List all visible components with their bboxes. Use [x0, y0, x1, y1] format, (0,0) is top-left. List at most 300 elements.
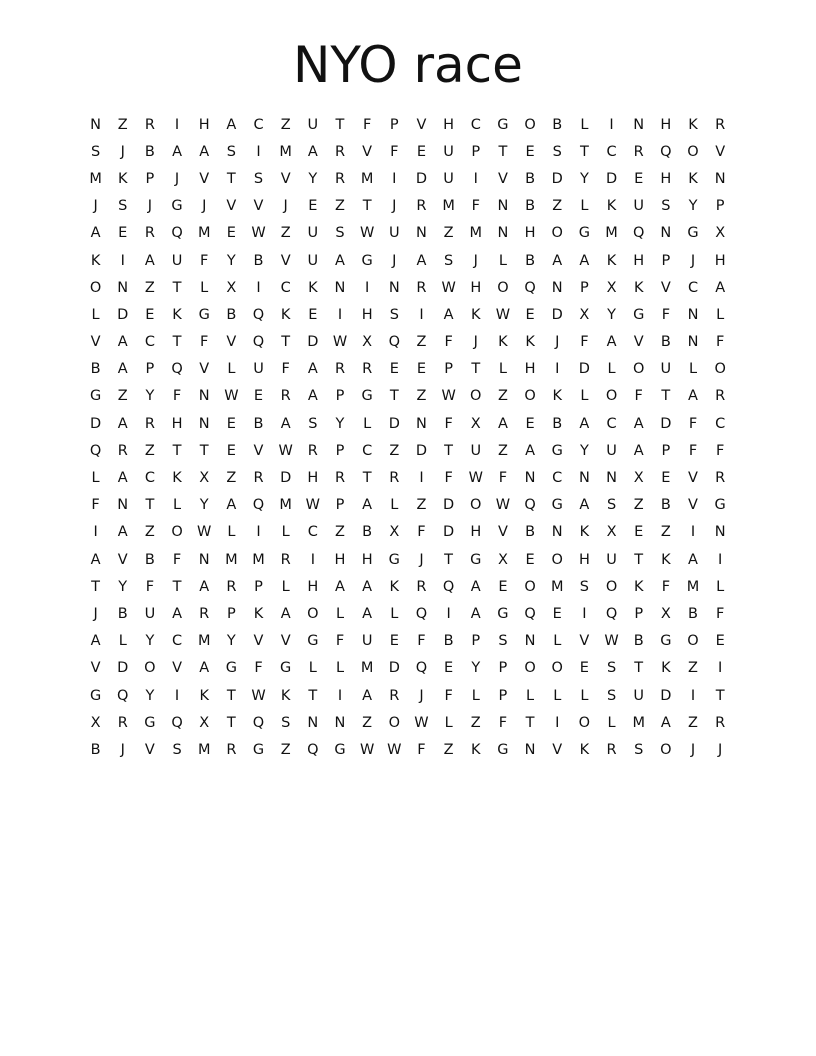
- grid-letter: I: [365, 279, 370, 296]
- grid-letter: I: [174, 687, 180, 704]
- grid-letter: A: [199, 143, 210, 160]
- grid-letter: G: [307, 633, 319, 650]
- grid-letter: S: [253, 170, 264, 187]
- grid-letter: P: [498, 687, 508, 704]
- grid-letter: D: [117, 660, 129, 677]
- grid-letter: X: [606, 524, 617, 541]
- grid-letter: A: [307, 388, 318, 405]
- grid-letter: T: [172, 442, 182, 459]
- grid-letter: V: [253, 633, 264, 650]
- grid-letter: K: [471, 306, 481, 323]
- grid-letter: S: [606, 660, 617, 677]
- grid-letter: J: [690, 252, 696, 269]
- grid-letter: M: [605, 225, 618, 242]
- grid-letter: W: [251, 225, 266, 242]
- grid-letter: J: [419, 687, 424, 704]
- grid-row: [82, 682, 734, 709]
- grid-letter: N: [660, 225, 672, 242]
- grid-row: [82, 247, 734, 274]
- grid-letter: D: [415, 442, 428, 459]
- grid-letter: I: [174, 116, 180, 133]
- grid-letter: J: [147, 198, 153, 215]
- grid-letter: N: [714, 524, 726, 541]
- grid-letter: Z: [335, 524, 345, 541]
- grid-letter: F: [634, 388, 643, 405]
- grid-letter: X: [715, 225, 726, 242]
- grid-letter: R: [606, 741, 617, 758]
- page-title: NYO race: [293, 36, 523, 94]
- grid-letter: I: [337, 687, 343, 704]
- grid-letter: R: [334, 470, 346, 487]
- grid-letter: I: [690, 687, 696, 704]
- grid-letter: D: [388, 660, 400, 677]
- grid-letter: Q: [252, 334, 265, 351]
- grid-letter: T: [444, 442, 454, 459]
- grid-letter: F: [498, 714, 508, 731]
- grid-letter: K: [199, 687, 209, 704]
- grid-letter: I: [718, 660, 723, 677]
- grid-letter: N: [416, 225, 427, 242]
- grid-letter: Z: [117, 116, 128, 133]
- grid-letter: E: [389, 361, 399, 378]
- grid-letter: G: [551, 497, 563, 514]
- grid-letter: F: [444, 470, 453, 487]
- grid-letter: L: [335, 660, 345, 677]
- grid-letter: Y: [145, 687, 155, 704]
- grid-letter: H: [524, 361, 536, 378]
- grid-letter: X: [226, 279, 237, 296]
- grid-letter: A: [199, 578, 210, 595]
- grid-letter: Q: [252, 497, 265, 514]
- grid-letter: G: [687, 225, 699, 242]
- grid-letter: T: [389, 388, 399, 405]
- grid-letter: L: [553, 687, 562, 704]
- grid-letter: Z: [688, 714, 698, 731]
- grid-letter: J: [690, 741, 696, 758]
- grid-row: [82, 600, 734, 627]
- grid-row: [82, 220, 734, 247]
- grid-letter: F: [444, 687, 453, 704]
- grid-letter: D: [605, 170, 618, 187]
- grid-letter: P: [471, 143, 481, 160]
- grid-letter: I: [93, 524, 98, 541]
- grid-letter: H: [361, 306, 373, 323]
- grid-letter: S: [281, 714, 291, 731]
- grid-letter: F: [498, 470, 508, 487]
- grid-letter: F: [444, 334, 453, 351]
- grid-letter: W: [468, 470, 483, 487]
- grid-letter: X: [362, 334, 373, 351]
- grid-letter: R: [389, 470, 400, 487]
- grid-letter: J: [392, 252, 397, 269]
- grid-letter: G: [633, 306, 645, 323]
- grid-letter: Y: [335, 415, 345, 432]
- grid-row: [82, 193, 734, 220]
- grid-letter: A: [280, 605, 291, 622]
- grid-letter: T: [226, 687, 236, 704]
- grid-letter: Y: [226, 252, 236, 269]
- grid-row: [82, 546, 734, 573]
- grid-letter: K: [117, 170, 128, 187]
- grid-letter: I: [256, 524, 261, 541]
- grid-letter: H: [171, 415, 183, 432]
- grid-letter: Y: [308, 170, 318, 187]
- grid-letter: L: [335, 605, 345, 622]
- grid-letter: O: [307, 605, 319, 622]
- grid-letter: F: [716, 605, 725, 622]
- grid-letter: R: [199, 605, 210, 622]
- grid-letter: B: [362, 524, 373, 541]
- grid-row: [82, 111, 734, 138]
- grid-letter: V: [117, 551, 128, 568]
- grid-letter: R: [633, 143, 644, 160]
- grid-letter: O: [524, 388, 536, 405]
- grid-letter: P: [145, 170, 155, 187]
- grid-letter: J: [473, 252, 478, 269]
- grid-letter: T: [172, 334, 182, 351]
- grid-letter: G: [144, 714, 156, 731]
- grid-letter: K: [172, 470, 182, 487]
- grid-letter: Z: [443, 225, 454, 242]
- grid-letter: F: [335, 633, 345, 650]
- grid-letter: M: [197, 633, 211, 650]
- grid-letter: K: [172, 306, 182, 323]
- grid-letter: D: [388, 415, 400, 432]
- grid-letter: S: [172, 741, 182, 758]
- grid-letter: F: [716, 334, 725, 351]
- grid-letter: R: [226, 578, 237, 595]
- grid-letter: C: [253, 116, 264, 133]
- grid-letter: L: [281, 524, 290, 541]
- grid-letter: N: [497, 198, 509, 215]
- grid-letter: Q: [524, 497, 536, 514]
- grid-letter: L: [498, 252, 507, 269]
- grid-letter: S: [226, 143, 236, 160]
- grid-letter: N: [551, 524, 563, 541]
- grid-letter: A: [470, 605, 481, 622]
- grid-letter: L: [580, 687, 589, 704]
- grid-letter: P: [226, 605, 236, 622]
- grid-letter: L: [227, 524, 236, 541]
- grid-letter: H: [578, 551, 590, 568]
- grid-letter: M: [279, 143, 292, 160]
- grid-letter: Q: [89, 442, 102, 459]
- grid-letter: Q: [307, 741, 319, 758]
- grid-letter: G: [334, 741, 346, 758]
- grid-letter: O: [497, 279, 509, 296]
- grid-letter: W: [359, 225, 375, 242]
- grid-letter: U: [361, 633, 373, 650]
- grid-letter: Q: [252, 714, 265, 731]
- grid-letter: F: [200, 252, 209, 269]
- grid-letter: S: [118, 198, 128, 215]
- grid-letter: Q: [171, 361, 183, 378]
- grid-letter: B: [144, 551, 155, 568]
- grid-letter: Z: [416, 497, 427, 514]
- grid-letter: A: [715, 279, 726, 296]
- grid-letter: X: [579, 306, 590, 323]
- grid-letter: D: [551, 306, 563, 323]
- grid-letter: V: [715, 143, 726, 160]
- grid-letter: P: [498, 660, 508, 677]
- grid-letter: M: [197, 741, 211, 758]
- grid-letter: O: [578, 714, 591, 731]
- grid-letter: J: [718, 741, 723, 758]
- grid-letter: V: [90, 334, 101, 351]
- grid-letter: T: [335, 116, 345, 133]
- grid-letter: F: [172, 388, 182, 405]
- grid-letter: T: [172, 279, 182, 296]
- grid-letter: F: [91, 497, 100, 514]
- grid-letter: P: [145, 361, 155, 378]
- grid-letter: U: [443, 170, 454, 187]
- grid-letter: C: [280, 279, 291, 296]
- grid-letter: Z: [552, 198, 563, 215]
- grid-letter: H: [633, 252, 645, 269]
- grid-letter: Z: [497, 442, 508, 459]
- grid-letter: J: [555, 334, 560, 351]
- grid-letter: M: [469, 225, 483, 242]
- grid-letter: O: [524, 660, 536, 677]
- grid-letter: L: [118, 633, 127, 650]
- grid-letter: F: [688, 415, 698, 432]
- grid-letter: Q: [632, 225, 645, 242]
- grid-letter: U: [443, 143, 454, 160]
- grid-letter: U: [171, 252, 183, 269]
- grid-letter: H: [443, 116, 455, 133]
- grid-letter: L: [526, 687, 535, 704]
- grid-letter: E: [579, 660, 589, 677]
- grid-letter: F: [716, 442, 725, 459]
- grid-letter: X: [633, 470, 644, 487]
- grid-letter: S: [606, 497, 617, 514]
- grid-letter: R: [117, 714, 128, 731]
- grid-letter: O: [470, 497, 482, 514]
- grid-letter: L: [363, 415, 372, 432]
- grid-letter: X: [90, 714, 101, 731]
- grid-letter: V: [688, 470, 698, 487]
- grid-letter: N: [578, 470, 590, 487]
- grid-letter: F: [417, 741, 426, 758]
- grid-letter: F: [417, 524, 426, 541]
- grid-letter: O: [660, 741, 672, 758]
- grid-letter: C: [606, 415, 617, 432]
- grid-row: [82, 437, 734, 464]
- grid-letter: Y: [471, 660, 481, 677]
- grid-letter: X: [470, 415, 481, 432]
- grid-letter: A: [117, 334, 128, 351]
- grid-letter: T: [498, 143, 508, 160]
- grid-letter: L: [91, 470, 100, 487]
- grid-letter: A: [579, 415, 590, 432]
- grid-letter: D: [89, 415, 102, 432]
- grid-letter: N: [416, 415, 427, 432]
- grid-letter: B: [525, 170, 536, 187]
- grid-letter: R: [144, 415, 155, 432]
- grid-letter: T: [226, 170, 236, 187]
- grid-letter: A: [90, 633, 101, 650]
- grid-letter: L: [390, 497, 399, 514]
- grid-letter: A: [497, 415, 508, 432]
- grid-letter: P: [389, 116, 399, 133]
- grid-letter: B: [90, 361, 101, 378]
- grid-letter: V: [253, 442, 264, 459]
- grid-letter: Z: [144, 279, 155, 296]
- grid-letter: M: [89, 170, 102, 187]
- grid-letter: C: [144, 334, 155, 351]
- grid-letter: O: [89, 279, 102, 296]
- grid-letter: D: [551, 170, 563, 187]
- grid-letter: W: [305, 497, 320, 514]
- grid-letter: U: [470, 442, 482, 459]
- grid-letter: A: [552, 252, 563, 269]
- grid-letter: P: [444, 361, 453, 378]
- grid-letter: E: [226, 442, 236, 459]
- grid-letter: G: [361, 388, 373, 405]
- grid-letter: R: [362, 361, 373, 378]
- grid-letter: Z: [280, 741, 291, 758]
- grid-letter: L: [716, 578, 725, 595]
- grid-letter: R: [117, 442, 128, 459]
- grid-letter: O: [714, 361, 726, 378]
- grid-row: [82, 492, 734, 519]
- grid-letter: L: [716, 306, 725, 323]
- grid-letter: X: [606, 279, 617, 296]
- grid-letter: G: [388, 551, 400, 568]
- grid-letter: V: [633, 334, 644, 351]
- grid-letter: X: [389, 524, 400, 541]
- grid-letter: K: [389, 578, 400, 595]
- grid-letter: H: [660, 170, 672, 187]
- grid-letter: S: [389, 306, 399, 323]
- grid-letter: J: [93, 605, 98, 622]
- grid-letter: A: [144, 252, 155, 269]
- grid-letter: A: [172, 605, 182, 622]
- grid-letter: G: [497, 605, 509, 622]
- grid-letter: Z: [389, 442, 400, 459]
- grid-letter: Y: [145, 633, 155, 650]
- grid-letter: L: [607, 714, 616, 731]
- grid-letter: I: [555, 361, 560, 378]
- grid-letter: C: [687, 279, 699, 296]
- grid-row: [82, 165, 734, 192]
- grid-letter: A: [470, 578, 481, 595]
- grid-letter: Z: [497, 388, 508, 405]
- grid-letter: K: [688, 116, 698, 133]
- grid-letter: J: [120, 143, 125, 160]
- grid-letter: B: [552, 415, 563, 432]
- grid-letter: A: [688, 551, 698, 568]
- grid-letter: F: [145, 578, 155, 595]
- grid-letter: X: [497, 551, 508, 568]
- grid-letter: Q: [252, 306, 265, 323]
- grid-letter: J: [93, 198, 98, 215]
- grid-letter: I: [555, 714, 560, 731]
- grid-row: [82, 628, 734, 655]
- grid-letter: S: [606, 687, 617, 704]
- grid-letter: E: [226, 225, 236, 242]
- grid-letter: F: [661, 578, 671, 595]
- grid-letter: B: [253, 415, 264, 432]
- grid-letter: K: [90, 252, 101, 269]
- grid-letter: S: [498, 633, 508, 650]
- grid-letter: J: [283, 198, 288, 215]
- grid-letter: B: [253, 252, 264, 269]
- grid-letter: M: [442, 198, 455, 215]
- grid-letter: E: [525, 415, 535, 432]
- grid-letter: I: [419, 306, 424, 323]
- grid-letter: C: [606, 143, 617, 160]
- grid-letter: H: [198, 116, 210, 133]
- grid-letter: E: [634, 524, 644, 541]
- grid-letter: P: [335, 442, 345, 459]
- grid-letter: Z: [280, 225, 291, 242]
- grid-letter: F: [688, 442, 698, 459]
- grid-letter: W: [197, 524, 212, 541]
- grid-letter: O: [551, 660, 563, 677]
- grid-letter: E: [552, 605, 562, 622]
- grid-letter: G: [89, 687, 102, 704]
- grid-letter: V: [199, 170, 210, 187]
- grid-letter: Z: [416, 388, 427, 405]
- grid-letter: O: [524, 116, 536, 133]
- grid-letter: C: [144, 470, 155, 487]
- grid-letter: Q: [524, 605, 536, 622]
- grid-letter: R: [416, 279, 427, 296]
- grid-letter: R: [715, 714, 726, 731]
- grid-letter: A: [579, 252, 590, 269]
- grid-letter: R: [715, 388, 726, 405]
- grid-letter: Z: [335, 198, 345, 215]
- grid-letter: R: [307, 442, 318, 459]
- grid-letter: I: [310, 551, 315, 568]
- grid-letter: R: [280, 551, 291, 568]
- grid-letter: K: [606, 252, 617, 269]
- grid-letter: Q: [171, 714, 183, 731]
- grid-letter: E: [661, 470, 671, 487]
- grid-letter: N: [524, 633, 536, 650]
- grid-letter: Y: [226, 633, 236, 650]
- grid-letter: W: [251, 687, 266, 704]
- grid-letter: S: [634, 741, 644, 758]
- grid-letter: A: [362, 497, 373, 514]
- grid-letter: A: [172, 143, 182, 160]
- grid-letter: U: [633, 198, 645, 215]
- grid-row: [82, 356, 734, 383]
- grid-letter: A: [117, 470, 128, 487]
- grid-letter: K: [471, 741, 481, 758]
- grid-letter: Y: [688, 198, 698, 215]
- grid-letter: N: [307, 714, 319, 731]
- grid-letter: Z: [443, 741, 454, 758]
- grid-letter: V: [362, 143, 373, 160]
- grid-letter: D: [117, 306, 129, 323]
- grid-letter: M: [279, 497, 292, 514]
- grid-letter: T: [199, 442, 209, 459]
- grid-letter: B: [117, 605, 128, 622]
- grid-letter: V: [660, 279, 671, 296]
- grid-letter: R: [226, 741, 237, 758]
- grid-letter: T: [715, 687, 725, 704]
- grid-letter: V: [552, 741, 563, 758]
- grid-letter: B: [688, 605, 698, 622]
- grid-letter: K: [661, 551, 671, 568]
- grid-letter: F: [200, 334, 209, 351]
- grid-letter: G: [578, 225, 591, 242]
- grid-letter: Y: [579, 442, 589, 459]
- grid-letter: G: [198, 306, 210, 323]
- grid-letter: N: [524, 470, 536, 487]
